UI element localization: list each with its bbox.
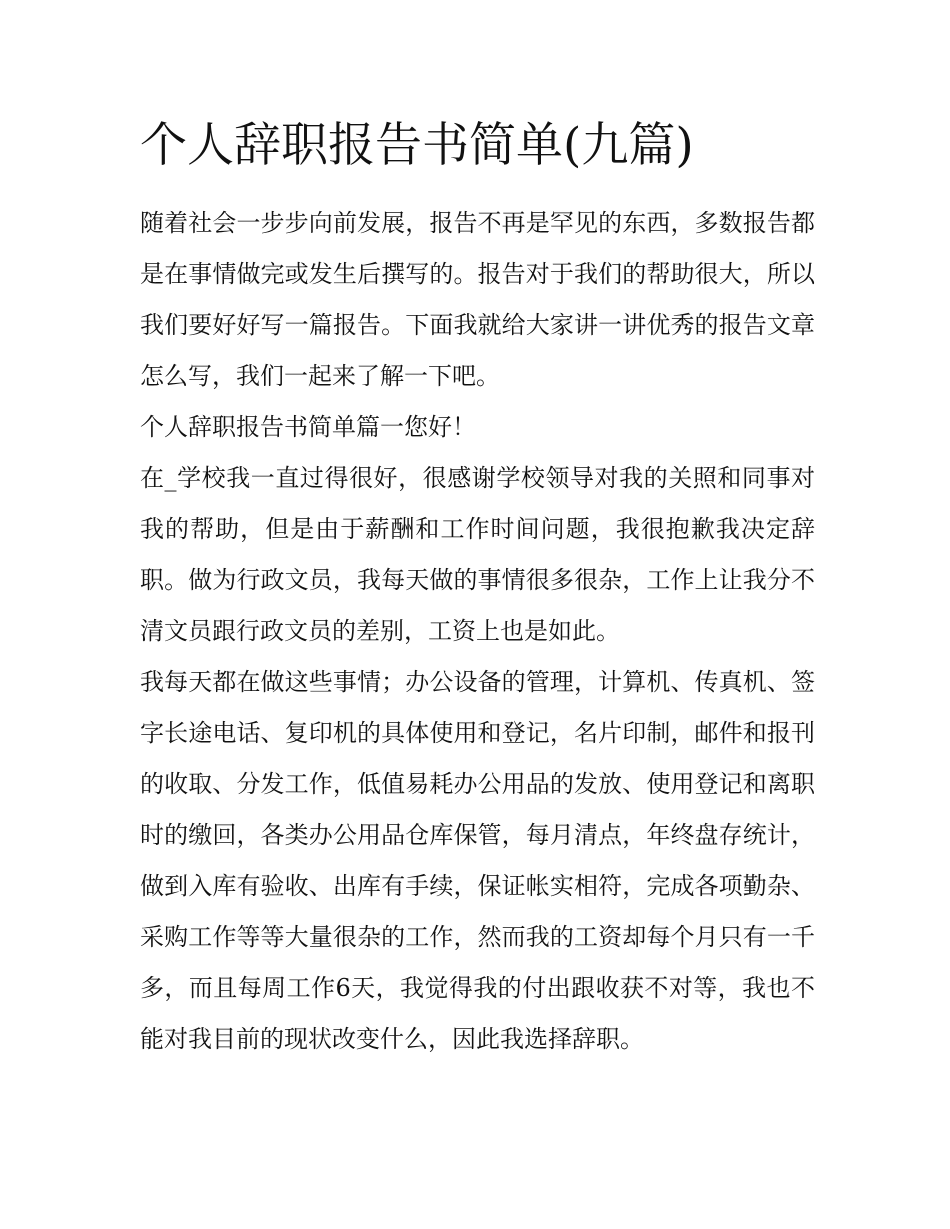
document-title: 个人辞职报告书简单(九篇) <box>140 118 694 173</box>
body-paragraph: 在_学校我一直过得很好，很感谢学校领导对我的关照和同事对我的帮助，但是由于薪酬和工作时间问题，我很抱歉我决定辞职。做为行政文员，我每天做的事情很多很杂，工作上让我分不清文员跟行政文员的差别，工资上也是如此。 <box>140 464 815 645</box>
section-heading-paragraph: 个人辞职报告书简单篇一您好！ <box>140 413 476 441</box>
body-paragraph: 我每天都在做这些事情；办公设备的管理，计算机、传真机、签字长途电话、复印机的具体使用和登记，名片印制，邮件和报刊的收取、分发工作，低值易耗办公用品的发放、使用登记和离职时的缴回，各类办公用品仓库保管，每月清点，年终盘存统计，做到入库有验收、出库有手续，保证帐实相符，完成各项勤杂、采购工作等等大量很杂的工作，然而我的工资却每个月只有一千多，而且每周工作6天，我觉得我的付出跟收获不对等，我也不能对我目前的现状改变什么，因此我选择辞职。 <box>140 668 815 1053</box>
intro-paragraph: 随着社会一步步向前发展，报告不再是罕见的东西，多数报告都是在事情做完或发生后撰写的。报告对于我们的帮助很大，所以我们要好好写一篇报告。下面我就给大家讲一讲优秀的报告文章怎么写，我们一起来了解一下吧。 <box>140 209 815 390</box>
document-body <box>140 198 815 1065</box>
